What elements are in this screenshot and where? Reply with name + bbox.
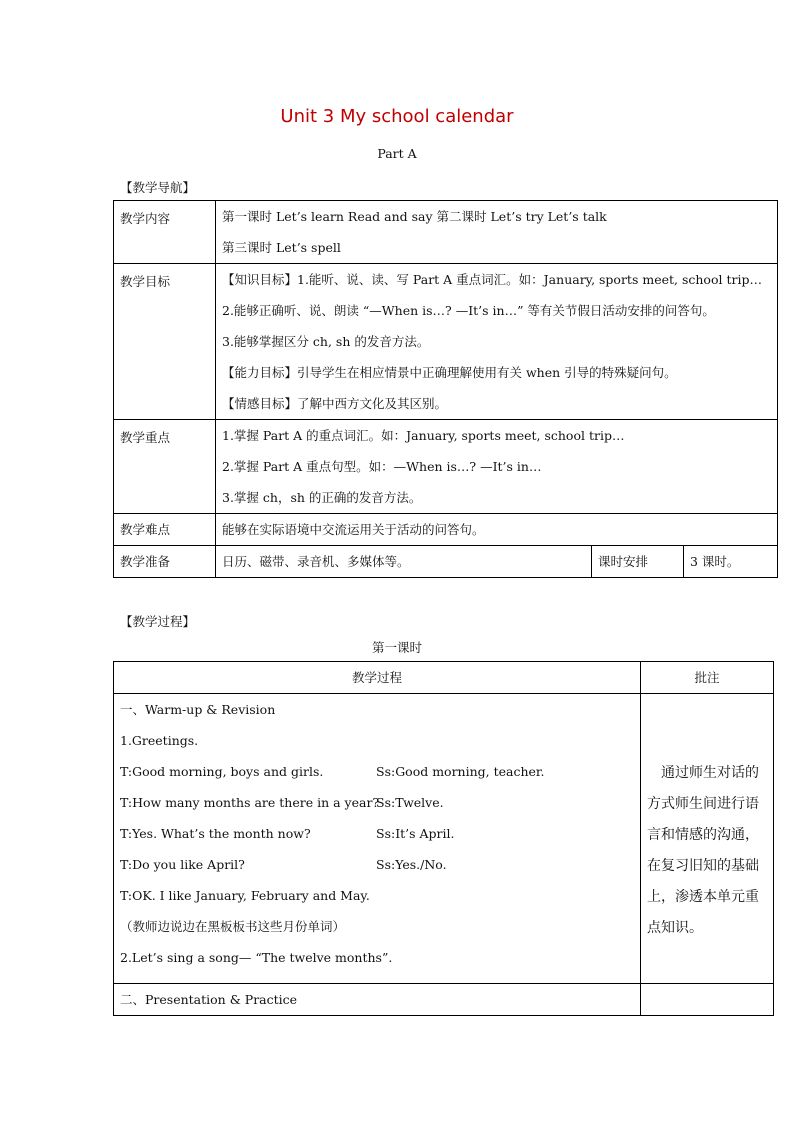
presentation-title: 二、Presentation & Practice [120,992,298,1007]
note-cell [641,694,774,984]
label-key-points: 教学重点 [114,420,216,514]
difficulties-label-text: 教学难点 [120,522,171,537]
goal-line: 2.能够正确听、说、朗读 “—When is…? —It’s in…” 等有关节假日活动安排的问答句。 [222,303,715,318]
teacher-line: T:How many months are there in a year? [120,795,380,810]
content-line: 第一课时 Let’s learn Read and say 第二课时 Let’s try Let’s talk [222,209,607,224]
students-line: Ss:Twelve. [376,795,444,810]
header-notes: 批注 [641,662,774,694]
dialogue-line [120,787,634,818]
guide-section-label: 【教学导航】 [120,180,196,195]
preparation-cell [216,546,592,578]
difficulties-cell [216,514,778,546]
key-point-line: 3.掌握 ch，sh 的正确的发音方法。 [222,490,422,505]
row-key-points [114,420,778,514]
process-header-row [114,662,774,694]
greetings-line: 1.Greetings. [120,733,199,748]
label-teaching-content: 教学内容 [114,201,216,264]
presentation-cell [114,984,641,1016]
label-teaching-goals: 教学目标 [114,264,216,420]
goal-line: 【能力目标】引导学生在相应情景中正确理解使用有关 when 引导的特殊疑问句。 [222,365,677,380]
teaching-process-table [113,661,774,1016]
dialogue-line [120,849,634,880]
warmup-cell [114,694,641,984]
document-subtitle: Part A [377,146,417,161]
label-difficulties [114,514,216,546]
song-line: 2.Let’s sing a song— “The twelve months”. [120,950,393,965]
difficulties-text: 能够在实际语境中交流运用关于活动的问答句。 [222,522,485,537]
lesson-label: 第一课时 [371,640,422,655]
header-teaching-process: 教学过程 [114,662,641,694]
row-difficulties [114,514,778,546]
document-title: Unit 3 My school calendar [280,106,514,127]
students-line: Ss:Yes./No. [376,857,447,872]
label-preparation [114,546,216,578]
content-line: 第三课时 Let’s spell [222,240,341,255]
process-section-label: 【教学过程】 [120,614,196,629]
teaching-goals-cell [216,264,778,420]
dialogue-line [120,756,634,787]
process-warmup-row [114,694,774,984]
dialogue-line [120,818,634,849]
key-point-line: 1.掌握 Part A 的重点词汇。如：January, sports meet, school trip… [222,428,625,443]
teacher-line: T:Do you like April? [120,857,245,872]
teaching-guide-table [113,200,778,578]
goal-line: 3.能够掌握区分 ch, sh 的发音方法。 [222,334,430,349]
note-text: 通过师生对话的方式师生间进行语言和情感的沟通，在复习旧知的基础上，渗透本单元重点知识。 [647,765,759,936]
goal-line: 【知识目标】1.能听、说、读、写 Part A 重点词汇。如：January, sports meet, school trip… [222,272,762,287]
students-line: Ss:Good morning, teacher. [376,764,545,779]
board-note-line: （教师边说边在黑板板书这些月份单词） [120,919,346,934]
process-presentation-row [114,984,774,1016]
teacher-line: T:Yes. What’s the month now? [120,826,311,841]
row-preparation [114,546,778,578]
students-line: Ss:It’s April. [376,826,455,841]
teaching-content-cell [216,201,778,264]
schedule-value-cell [684,546,778,578]
warmup-title: 一、Warm-up & Revision [120,702,276,717]
preparation-text: 日历、磁带、录音机、多媒体等。 [222,554,410,569]
presentation-note-cell [641,984,774,1016]
key-point-line: 2.掌握 Part A 重点句型。如：—When is…? —It’s in… [222,459,542,474]
schedule-label-cell [592,546,684,578]
teacher-ok-line: T:OK. I like January, February and May. [120,888,370,903]
preparation-label-text: 教学准备 [120,554,171,569]
row-goals [114,264,778,420]
goal-line: 【情感目标】了解中西方文化及其区别。 [222,396,448,411]
key-points-cell [216,420,778,514]
row-content [114,201,778,264]
schedule-label: 课时安排 [598,554,649,569]
teacher-line: T:Good morning, boys and girls. [120,764,324,779]
schedule-value: 3 课时。 [690,554,740,569]
